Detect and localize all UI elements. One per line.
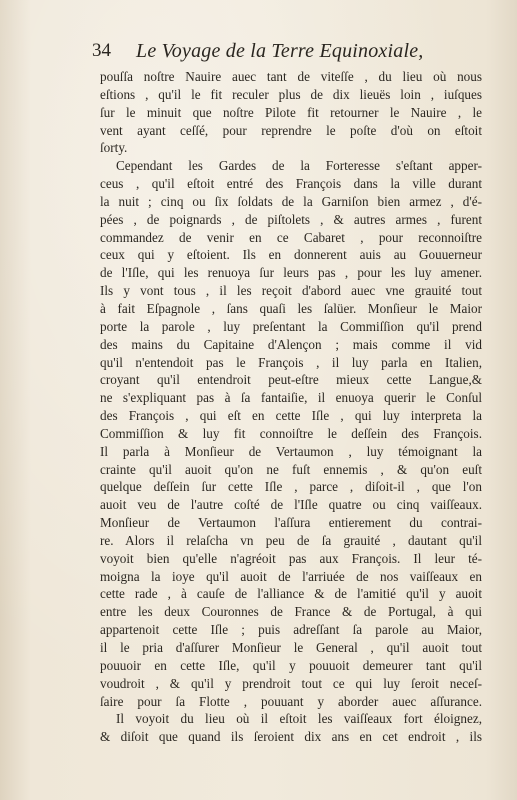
- text-line: Monſieur de Vertaumon l'aſſura entierement du contrai-: [100, 515, 482, 531]
- text-line: qu'il n'entendoit pas le François , il luy parla en Italien,: [100, 354, 482, 370]
- running-title: Le Voyage de la Terre Equinoxiale,: [136, 40, 424, 62]
- text-line: & diſoit que quand ils ſeroient dix ans en cet endroit , ils: [100, 729, 482, 745]
- page-header: [92, 40, 482, 66]
- text-line: Ils y vont tous , il les reçoit d'abord auec vne grauité tout: [100, 283, 482, 299]
- text-line: ſorty.: [100, 140, 128, 156]
- text-line: voudroit , & qu'il y prendroit tout ce qui luy ſeroit neceſ-: [100, 675, 482, 691]
- text-line: ſur le minuit que noſtre Pilote fit retourner le Nauire , le: [100, 104, 482, 120]
- text-line: de l'Iſle, qui les renuoya ſur leurs pas , pour les luy amener.: [100, 265, 482, 281]
- text-line: pées , de poignards , de piſtolets , & autres armes , furent: [100, 211, 482, 227]
- paragraph-start-line: Cependant les Gardes de la Forteresse s'eſtant apper-: [116, 158, 482, 174]
- text-line: Commiſſion & luy fit connoiſtre le deſſein des François.: [100, 425, 482, 441]
- page-number: 34: [92, 40, 111, 61]
- text-line: Il parla à Monſieur de Vertaumon , luy témoignant la: [100, 443, 482, 459]
- text-line: porte la parole , luy preſentant la Commiſſion qu'il prend: [100, 318, 482, 334]
- text-line: ceus , qu'il eſtoit entré des François dans la ville durant: [100, 176, 482, 192]
- text-line: ne s'expliquant pas à ſa fantaiſie, il enuoya querir le Conſul: [100, 390, 482, 406]
- text-line: appartenoit cette Iſle ; puis adreſſant ſa parole au Maior,: [100, 622, 482, 638]
- text-line: crainte qu'il auoit qu'on ne fuſt ennemis , & qu'on euſt: [100, 461, 482, 477]
- text-line: croyant qu'il entendroit peut-eſtre mieux cette Langue,&: [100, 372, 482, 388]
- text-line: pouſſa noſtre Nauire auec tant de viteſſe , du lieu où nous: [100, 69, 482, 84]
- text-line: moigna la ioye qu'il auoit de l'arriuée de nos vaiſſeaux en: [100, 568, 482, 584]
- text-line: vent ayant ceſſé, pour reprendre le poſte d'où on eſtoit: [100, 122, 482, 138]
- text-line: la nuit ; cinq ou ſix ſoldats de la Garniſon bien armez , d'é-: [100, 193, 482, 209]
- text-line: cette rade , à cauſe de l'alliance & de l'amitié qu'il y auoit: [100, 586, 482, 602]
- text-line: à fait Eſpagnole , ſans quaſi les ſalüer. Monſieur le Maior: [100, 300, 482, 316]
- text-line: pouuoir en cette Iſle, qu'il y pouuoit demeurer tant qu'il: [100, 657, 482, 673]
- text-line: des mains du Capitaine d'Alençon ; mais comme il vid: [100, 336, 482, 352]
- text-line: ſaire pour ſa Flotte , pouuant y aborder auec aſſurance.: [100, 693, 482, 709]
- text-line: commandez de venir en ce Cabaret , pour reconnoiſtre: [100, 229, 482, 245]
- text-line: eſtions , qu'il le fit reculer plus de dix lieuës loin , iuſques: [100, 86, 482, 102]
- text-line: il le pria d'aſſurer Monſieur le General , qu'il auoit tout: [100, 640, 482, 655]
- text-line: des François , qui eſt en cette Iſle , qui luy interpreta la: [100, 408, 482, 424]
- text-line: ceux qui y eſtoient. Ils en donnerent auis au Gouuerneur: [100, 247, 482, 263]
- text-line: re. Alors il relaſcha vn peu de ſa grauité , dautant qu'il: [100, 532, 482, 548]
- paragraph-start-line: Il voyoit du lieu où il eſtoit les vaiſſeaux fort éloignez,: [116, 711, 482, 727]
- text-line: auoit veu de l'autre coſté de l'Iſle quatre ou cinq vaiſſeaux.: [100, 497, 482, 513]
- text-line: entre les deux Couronnes de France & de Portugal, à qui: [100, 604, 482, 620]
- text-line: quelque deſſein ſur cette Iſle , parce , diſoit-il , que l'on: [100, 479, 482, 495]
- body-text: [100, 68, 482, 746]
- text-line: voyoit bien qu'elle n'agréoit pas aux François. Il leur té-: [100, 550, 482, 566]
